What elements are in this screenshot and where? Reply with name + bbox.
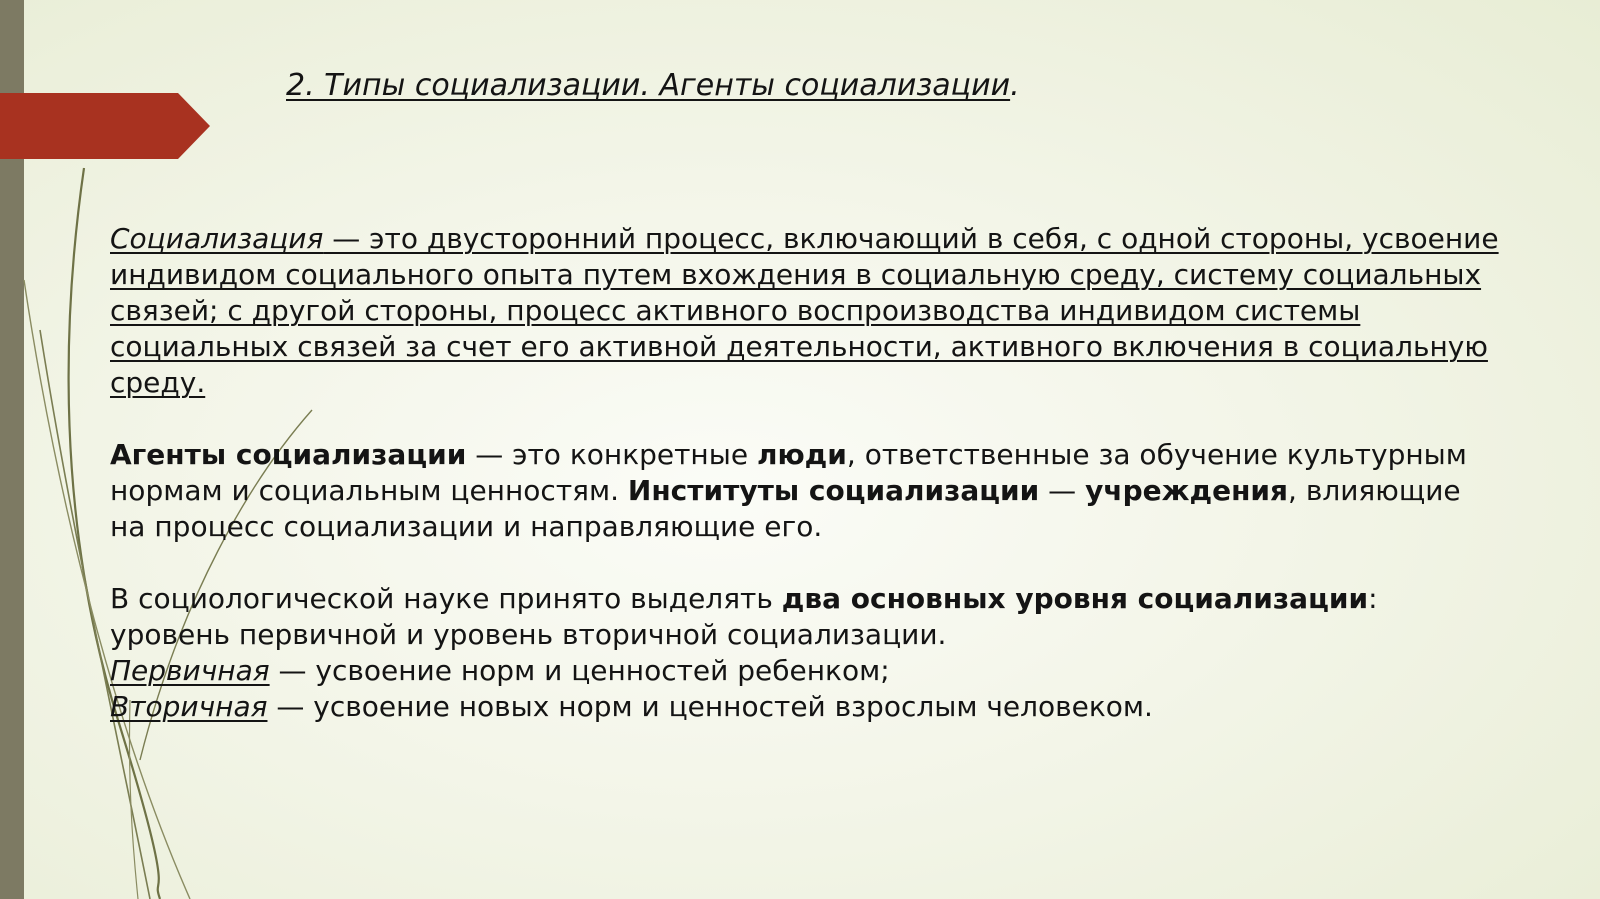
primary-term: Первичная xyxy=(110,654,270,687)
levels-paragraph xyxy=(110,581,1500,653)
definition-text: — это двусторонний процесс, включающий в себя, с одной стороны, усвоение индивидом социального опыта путем вхождения в социальную среду, систему социальных связей; с другой стороны, процесс активного воспроизводства индивидом системы социальных связей за счет его активной деятельности, активного включения в социальную среду. xyxy=(110,222,1499,399)
secondary-level-line xyxy=(110,689,1500,725)
institutions-term: Институты социализации xyxy=(627,474,1040,507)
slide-title-dot: . xyxy=(1010,68,1020,103)
levels-text-2: : уровень первичной и уровень вторичной социализации. xyxy=(110,582,1378,651)
spacer xyxy=(110,545,1500,581)
institutions-definition-term: учреждения xyxy=(1085,474,1289,507)
agents-text-4: , влияющие на процесс социализации и направляющие его. xyxy=(110,474,1461,543)
levels-text-1: В социологической науке принято выделять xyxy=(110,582,782,615)
agents-text-2: , ответственные за обучение культурным нормам и социальным ценностям. xyxy=(110,438,1467,507)
slide-title xyxy=(286,68,1020,103)
slide-body xyxy=(110,221,1500,725)
agents-term: Агенты социализации xyxy=(110,438,467,471)
primary-level-line xyxy=(110,653,1500,689)
agents-text-1: — это конкретные xyxy=(466,438,757,471)
agents-text-3: — xyxy=(1039,474,1086,507)
spacer xyxy=(110,401,1500,437)
definition-paragraph xyxy=(110,221,1500,401)
levels-term: два основных уровня социализации xyxy=(781,582,1369,615)
red-arrow-banner xyxy=(0,93,210,159)
slide-title-text: 2. Типы социализации. Агенты социализации xyxy=(286,68,1011,103)
agents-paragraph xyxy=(110,437,1500,545)
definition-term: Социализация xyxy=(110,222,324,255)
agents-people-term: люди xyxy=(756,438,847,471)
secondary-term: Вторичная xyxy=(110,690,268,723)
secondary-text: — усвоение новых норм и ценностей взрослым человеком. xyxy=(267,690,1153,723)
primary-text: — усвоение норм и ценностей ребенком; xyxy=(269,654,890,687)
